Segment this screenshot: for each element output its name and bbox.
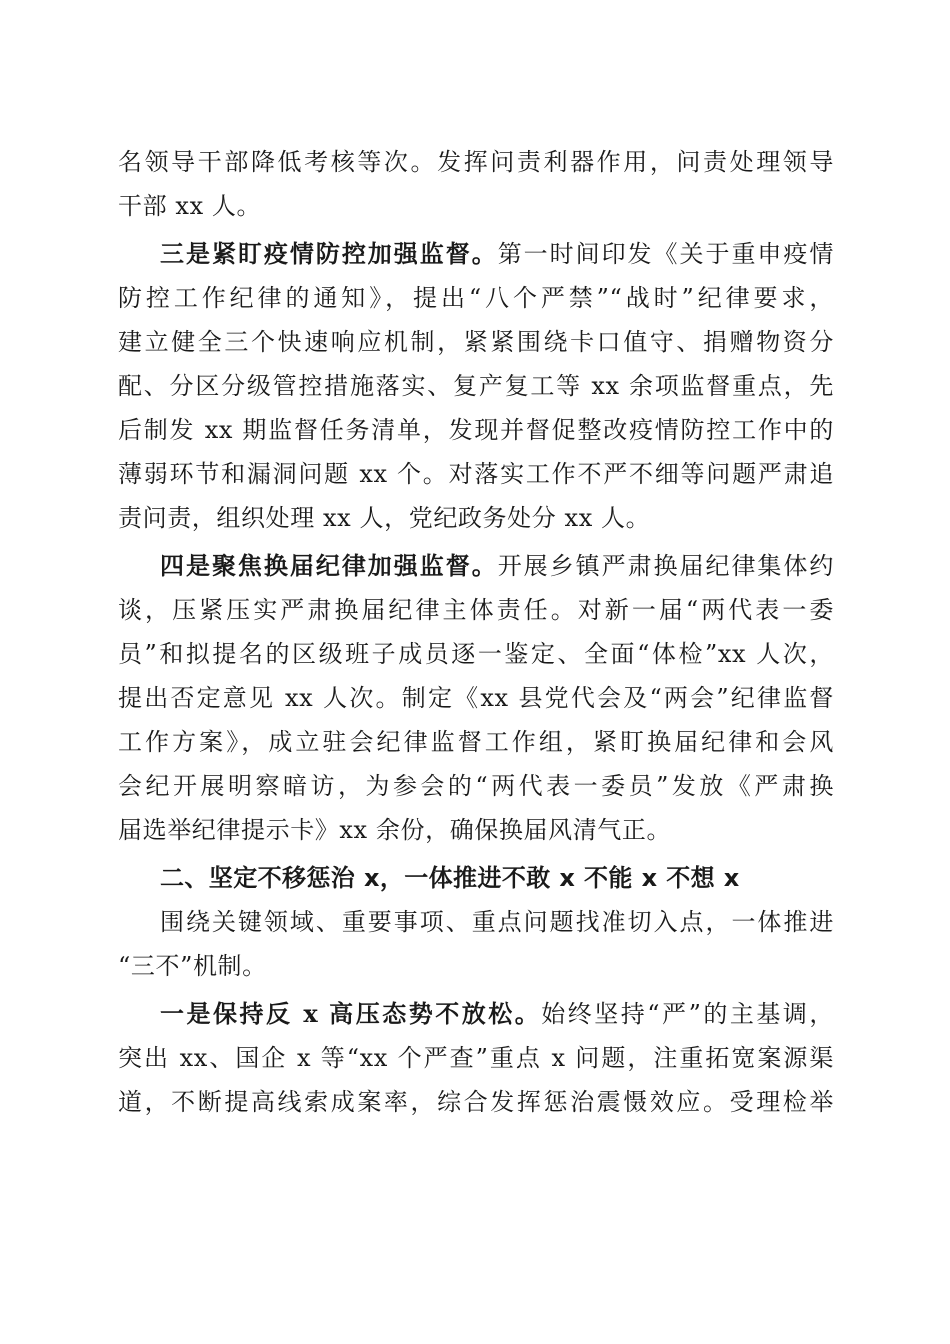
line-text: 提出否定意见 xx 人次。制定《xx 县党代会及“两会”纪律监督 <box>118 684 834 712</box>
paragraph-line-lead <box>160 544 834 588</box>
paragraph-line <box>118 1036 834 1080</box>
line-text: 配、分区分级管控措施落实、复产复工等 xx 余项监督重点，先 <box>118 372 834 400</box>
paragraph-line <box>118 632 834 676</box>
line-text: 干部 xx 人。 <box>118 192 262 220</box>
line-text: 防控工作纪律的通知》，提出“八个严禁”“战时”纪律要求， <box>118 284 834 312</box>
paragraph-lead: 四是聚焦换届纪律加强监督。 <box>160 551 498 580</box>
paragraph-lead: 一是保持反 x 高压态势不放松。 <box>160 999 542 1028</box>
line-text: 名领导干部降低考核等次。发挥问责利器作用，问责处理领导 <box>118 148 834 176</box>
paragraph-line <box>118 1080 834 1124</box>
line-text: 道，不断提高线索成案率，综合发挥惩治震慑效应。受理检举 <box>118 1088 834 1116</box>
line-text: 建立健全三个快速响应机制，紧紧围绕卡口值守、捐赠物资分 <box>118 328 834 356</box>
paragraph-line <box>118 808 834 852</box>
section-heading-text: 二、坚定不移惩治 x，一体推进不敢 x 不能 x 不想 x <box>160 864 740 892</box>
line-text: 围绕关键领域、重要事项、重点问题找准切入点，一体推进 <box>160 908 834 936</box>
paragraph-line <box>118 720 834 764</box>
line-text: 员”和拟提名的区级班子成员逐一鉴定、全面“体检”xx 人次， <box>118 640 834 668</box>
paragraph-line <box>118 452 834 496</box>
line-text: 薄弱环节和漏洞问题 xx 个。对落实工作不严不细等问题严肃追 <box>118 460 834 488</box>
line-text: 开展乡镇严肃换届纪律集体约 <box>497 552 834 580</box>
paragraph-line <box>118 184 834 228</box>
line-text: “三不”机制。 <box>118 952 267 980</box>
line-text: 届选举纪律提示卡》xx 余份，确保换届风清气正。 <box>118 816 672 844</box>
section-heading <box>160 856 834 900</box>
line-text: 后制发 xx 期监督任务清单，发现并督促整改疫情防控工作中的 <box>118 416 834 444</box>
paragraph-line <box>160 900 834 944</box>
paragraph-lead: 三是紧盯疫情防控加强监督。 <box>160 239 498 268</box>
paragraph-line <box>118 408 834 452</box>
paragraph-line <box>118 140 834 184</box>
line-text: 责问责，组织处理 xx 人，党纪政务处分 xx 人。 <box>118 504 651 532</box>
paragraph-line <box>118 496 834 540</box>
paragraph-line <box>118 944 834 988</box>
line-text: 会纪开展明察暗访，为参会的“两代表一委员”发放《严肃换 <box>118 772 834 800</box>
paragraph-line <box>118 276 834 320</box>
line-text: 始终坚持“严”的主基调， <box>541 1000 834 1028</box>
paragraph-line <box>118 764 834 808</box>
paragraph-line <box>118 364 834 408</box>
line-text: 工作方案》，成立驻会纪律监督工作组，紧盯换届纪律和会风 <box>118 728 834 756</box>
line-text: 谈，压紧压实严肃换届纪律主体责任。对新一届“两代表一委 <box>118 596 834 624</box>
paragraph-line <box>118 588 834 632</box>
line-text: 突出 xx、国企 x 等“xx 个严查”重点 x 问题，注重拓宽案源渠 <box>118 1044 834 1072</box>
paragraph-line-lead <box>160 992 834 1036</box>
paragraph-line <box>118 320 834 364</box>
line-text: 第一时间印发《关于重申疫情 <box>497 240 834 268</box>
paragraph-line-lead <box>160 232 834 276</box>
paragraph-line <box>118 676 834 720</box>
